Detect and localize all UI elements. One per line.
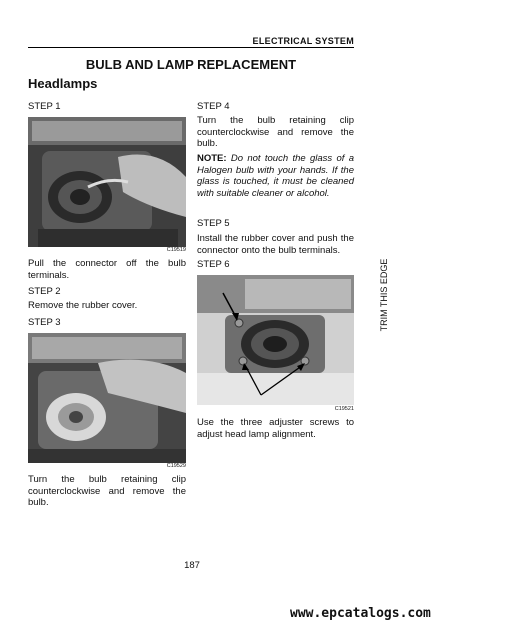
step-3-photo bbox=[28, 333, 186, 463]
step-3-label: STEP 3 bbox=[28, 317, 61, 328]
trim-edge-marker bbox=[376, 250, 392, 340]
step-2-label: STEP 2 bbox=[28, 286, 61, 297]
step-6-photo-code: C19521 bbox=[334, 406, 354, 412]
step-4-label: STEP 4 bbox=[197, 101, 230, 112]
step-6-text: Use the three adjuster screws to adjust head lamp alignment. bbox=[197, 417, 354, 440]
page-number: 187 bbox=[184, 560, 200, 571]
watermark: www.epcatalogs.com bbox=[290, 606, 431, 621]
step-1-text: Pull the connector off the bulb terminals. bbox=[28, 258, 186, 281]
step-1-label: STEP 1 bbox=[28, 101, 61, 112]
note-text: Do not touch the glass of a Halogen bulb with your hands. If the glass is touched, it must be cleaned with suitable cleaner or alcohol. bbox=[197, 153, 354, 199]
step-4-text: Turn the bulb retaining clip counterclockwise and remove the bulb. bbox=[197, 115, 354, 149]
note-label: NOTE: bbox=[197, 153, 227, 164]
step-5-label: STEP 5 bbox=[197, 218, 230, 229]
step-6-label: STEP 6 bbox=[197, 259, 230, 270]
step-6-photo bbox=[197, 275, 354, 405]
step-2-text: Remove the rubber cover. bbox=[28, 300, 138, 311]
step-3-text: Turn the bulb retaining clip counterclockwise and remove the bulb. bbox=[28, 474, 186, 508]
section-subtitle: Headlamps bbox=[28, 76, 98, 91]
header-rule bbox=[28, 47, 354, 48]
step-3-photo-code: C19529 bbox=[166, 463, 186, 469]
step-5-text: Install the rubber cover and push the connector onto the bulb terminals. bbox=[197, 233, 354, 256]
step-1-photo bbox=[28, 117, 186, 247]
page-title: BULB AND LAMP REPLACEMENT bbox=[85, 57, 297, 72]
section-header: ELECTRICAL SYSTEM bbox=[252, 36, 354, 46]
trim-edge-label: TRIM THIS EDGE bbox=[379, 258, 389, 332]
step-1-photo-code: C19519 bbox=[166, 247, 186, 253]
step-4-note bbox=[197, 153, 354, 199]
